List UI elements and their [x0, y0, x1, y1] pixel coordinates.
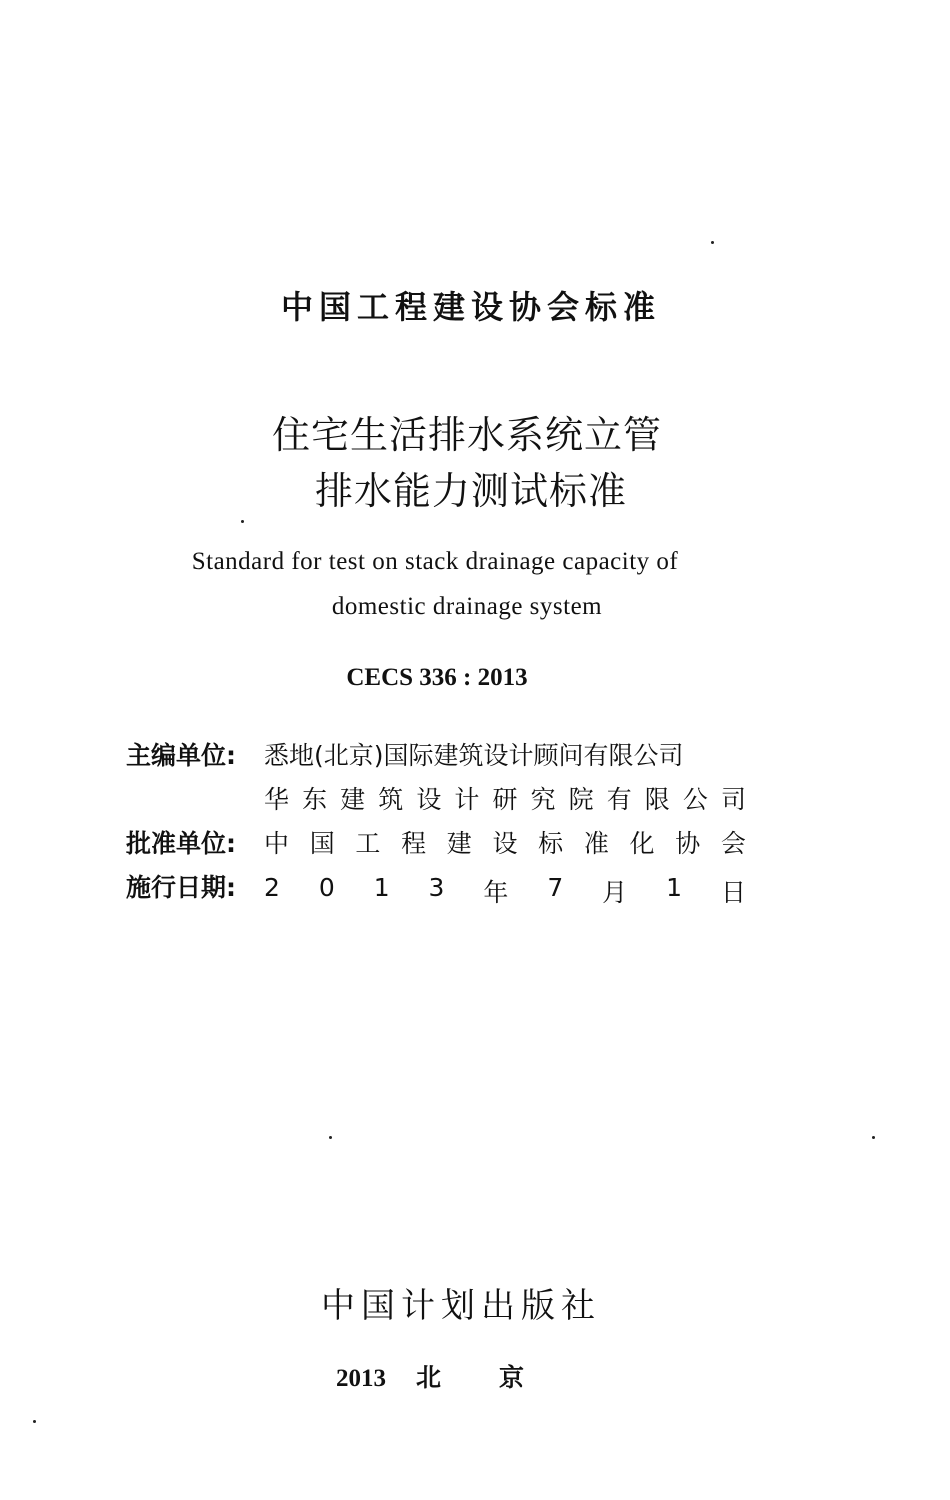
spaced-char: 2	[264, 873, 280, 902]
spaced-char: 0	[318, 873, 335, 902]
spaced-char: 标	[538, 829, 564, 858]
effective-date	[264, 873, 746, 909]
editor-row-2	[126, 780, 746, 824]
spaced-char: 准	[583, 829, 609, 858]
imprint-city-char-1: 北	[416, 1365, 442, 1392]
publication-info	[126, 736, 746, 912]
scan-speck	[33, 1420, 36, 1423]
spaced-char: 公	[682, 785, 708, 814]
spaced-char: 7	[547, 873, 564, 902]
imprint	[336, 1358, 524, 1394]
scan-speck	[329, 1136, 332, 1139]
approver-unit	[264, 824, 746, 860]
spaced-char: 华	[264, 785, 290, 814]
spaced-char: 国	[309, 829, 335, 858]
spaced-char: 会	[720, 829, 746, 858]
spaced-char: 筑	[378, 785, 404, 814]
publisher-name: 中国计划出版社	[321, 1286, 601, 1326]
spaced-char: 3	[428, 873, 445, 902]
spaced-char: 院	[568, 785, 594, 814]
editor-label: 主编单位:	[126, 741, 236, 770]
english-title-line-2: domestic drainage system	[331, 593, 603, 620]
imprint-year: 2013	[336, 1365, 386, 1392]
chinese-title-line-2: 排水能力测试标准	[314, 469, 627, 513]
spaced-char: 建	[340, 785, 366, 814]
series-title: 中国工程建设协会标准	[280, 288, 661, 326]
spaced-char: 年	[483, 878, 509, 907]
spaced-char: 研	[492, 785, 518, 814]
editor-row	[126, 736, 746, 780]
approver-label: 批准单位:	[126, 829, 236, 858]
spaced-char: 月	[602, 878, 628, 907]
spaced-char: 有	[606, 785, 632, 814]
spaced-char: 程	[401, 829, 427, 858]
spaced-char: 1	[373, 873, 390, 902]
english-title-line-1: Standard for test on stack drainage capacity of	[191, 548, 679, 575]
spaced-char: 计	[454, 785, 480, 814]
scan-speck	[241, 520, 244, 523]
chinese-title-line-1: 住宅生活排水系统立管	[271, 413, 662, 457]
spaced-char: 建	[446, 829, 472, 858]
standard-code: CECS 336 : 2013	[346, 664, 528, 691]
spaced-char: 究	[530, 785, 556, 814]
spaced-char: 设	[492, 829, 518, 858]
spaced-char: 化	[629, 829, 655, 858]
editor-unit-2	[264, 780, 746, 816]
scan-speck	[872, 1136, 875, 1139]
spaced-char: 设	[416, 785, 442, 814]
editor-unit-1: 悉地(北京)国际建筑设计顾问有限公司	[264, 741, 684, 770]
scan-speck	[711, 241, 714, 244]
effective-date-label: 施行日期:	[126, 873, 236, 902]
spaced-char: 协	[675, 829, 701, 858]
spaced-char: 司	[720, 785, 746, 814]
spaced-char: 日	[720, 878, 746, 907]
spaced-char: 限	[644, 785, 670, 814]
imprint-city-char-2: 京	[499, 1365, 525, 1392]
spaced-char: 东	[302, 785, 328, 814]
spaced-char: 工	[355, 829, 381, 858]
spaced-char: 中	[264, 829, 290, 858]
effective-date-row	[126, 868, 746, 912]
spaced-char: 1	[666, 873, 683, 902]
approver-row	[126, 824, 746, 868]
